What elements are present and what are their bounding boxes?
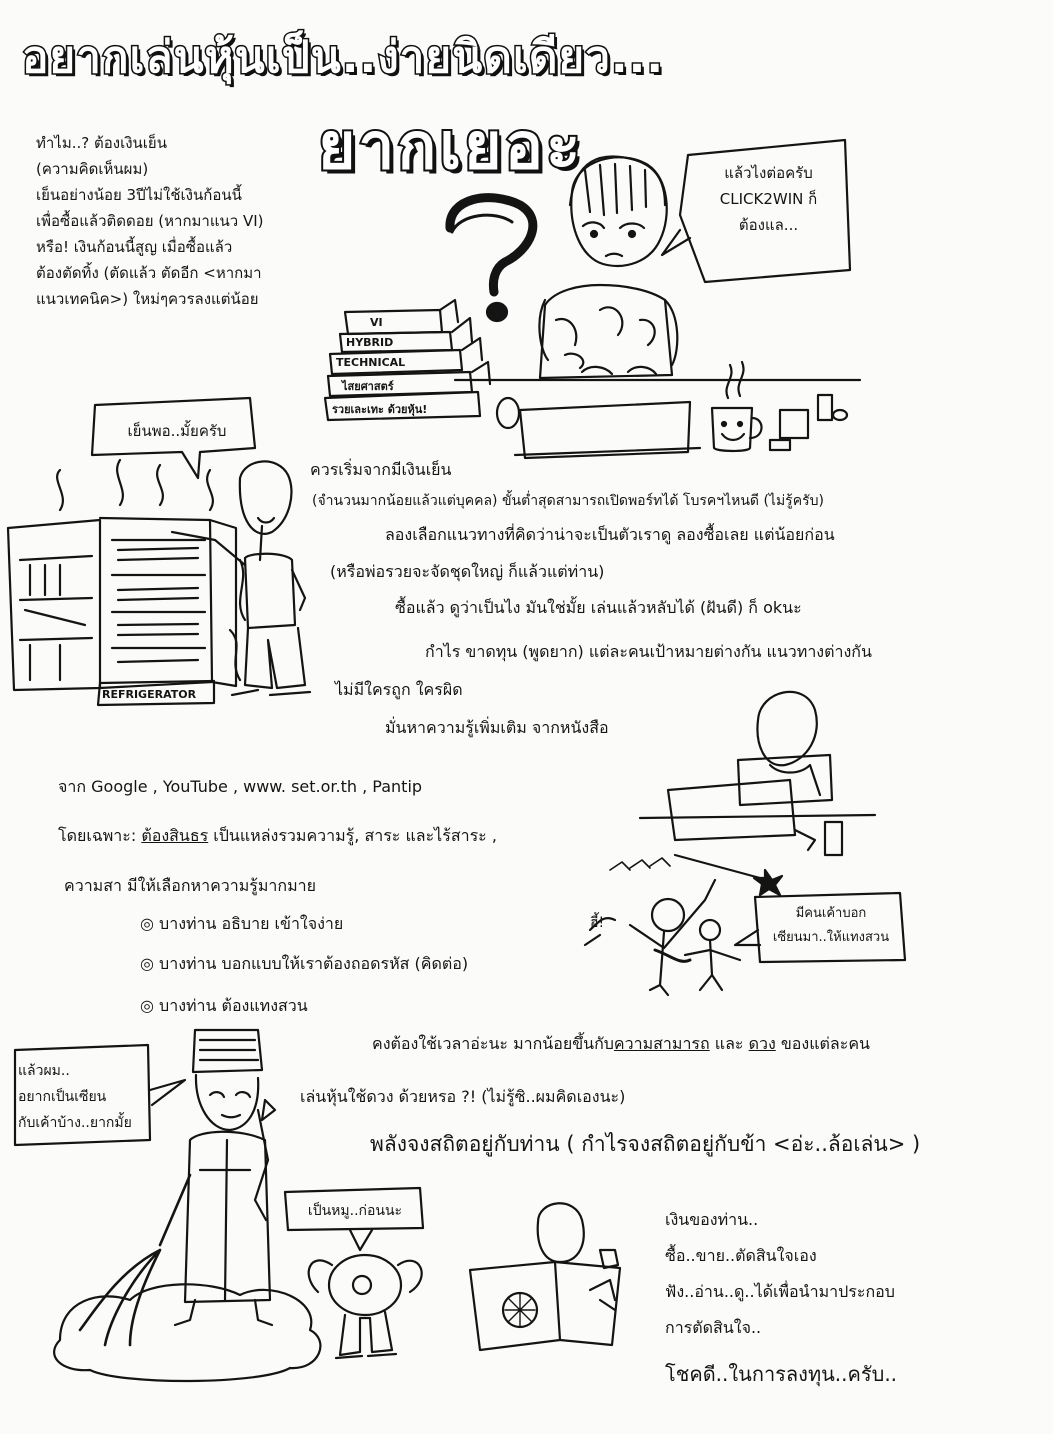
bubble-line: ต้องแล... (738, 216, 799, 234)
book-label-occult: ไสยศาสตร์ (342, 380, 394, 393)
bubble-line: เซียนมา..ให้แทงสวน (772, 930, 890, 945)
newspaper-reader (470, 1203, 620, 1350)
main-text-line: ควรเริ่มจากมีเงินเย็น (310, 460, 452, 479)
main-text-line: มั่นหาความรู้เพิ่มเติม จากหนังสือ (385, 718, 609, 737)
intro-line: เพื่อซื้อแล้วติดดอย (หากมาแนว VI) (36, 212, 264, 230)
closing-line: การตัดสินใจ.. (665, 1318, 762, 1337)
elephant-character (309, 1255, 422, 1358)
bubble-line: แล้วผม.. (18, 1063, 70, 1079)
mouse (497, 398, 519, 428)
bullet-item: ◎ บางท่าน อธิบาย เข้าใจง่าย (140, 914, 344, 933)
fridge-bubble-text: เย็นพอ..มั้ยครับ (127, 422, 227, 440)
main-text-line: (หรือพ่อรวยจะจัดชุดใหญ่ ก็แล้วแต่ท่าน) (330, 562, 605, 581)
main-text-line: (จำนวนมากน้อยแล้วแต่บุคคล) ขั้นต่ำสุดสามารถเปิดพอร์ทได้ โบรคฯไหนดี (ไม่รู้ครับ) (312, 493, 824, 509)
force-line: พลังจงสถิตอยู่กับท่าน ( กำไรจงสถิตอยู่กับข้า <อ่ะ..ล้อเล่น> ) (370, 1132, 921, 1156)
bullet-item: ◎ บางท่าน บอกแบบให้เราต้องถอดรหัส (คิดต่อ) (140, 954, 469, 973)
intro-note (36, 130, 264, 312)
main-text-line: ซื้อแล้ว ดูว่าเป็นไง มันใช่มั้ย เล่นแล้วหลับได้ (ฝันดี) ก็ okนะ (395, 598, 802, 617)
intro-line: เย็นอย่างน้อย 3ปีไม่ใช้เงินก้อนนี้ (36, 186, 242, 204)
bubble-line: อยากเป็นเซียน (18, 1089, 107, 1105)
closing-note (665, 1202, 897, 1392)
question-mark (470, 168, 471, 169)
book-label-hybrid: HYBRID (346, 336, 394, 349)
main-text-line: กำไร ขาดทุน (พูดยาก) แต่ละคนเป้าหมายต่างกัน แนวทางต่างกัน (425, 642, 872, 661)
sound-effect: ฮี้! (590, 915, 605, 931)
lower-text-part: คงต้องใช้เวลาอ่ะนะ มากน้อยขึ้นกับ (372, 1034, 614, 1053)
lower-text-line: เล่นหุ้นใช้ดวง ด้วยหรอ ?! (ไม่รู้ซิ..ผมคิดเองนะ) (300, 1087, 626, 1106)
pantip-line (58, 824, 497, 849)
top-right-bubble-text (696, 160, 841, 238)
intro-line: ทำไม..? ต้องเงินเย็น (36, 134, 167, 152)
lower-text-part: ของแต่ละคน (775, 1034, 870, 1053)
page-title: อยากเล่นหุ้นเป็น..ง่ายนิดเดียว... (22, 32, 665, 83)
refrigerator (8, 460, 245, 705)
laptop (515, 402, 700, 458)
lower-text-ability: ความสามารถ (613, 1034, 710, 1053)
laptop-user (640, 692, 875, 855)
question-mark-doodle (450, 198, 533, 321)
pantip-room: ต้องสินธร (141, 826, 209, 845)
mid-right-bubble-text (760, 902, 902, 950)
intro-line: ต้องตัดทิ้ง (ตัดแล้ว ตัดอีก <หากมา (36, 264, 262, 282)
coffee-mug (712, 362, 762, 451)
main-text-line: ลองเลือกแนวทางที่คิดว่าน่าจะเป็นตัวเราดู ลองซื้อเลย แต่น้อยก่อน (385, 525, 835, 544)
book-label-technical: TECHNICAL (336, 356, 406, 369)
bullet-item: ◎ บางท่าน ต้องแทงสวน (140, 996, 308, 1015)
closing-line: เงินของท่าน.. (665, 1210, 759, 1229)
closing-line: ซื้อ..ขาย..ตัดสินใจเอง (665, 1246, 817, 1265)
lower-text-line (372, 1032, 870, 1057)
main-text-line: ไม่มีใครถูก ใครผิด (335, 680, 463, 699)
pantip-suffix: เป็นแหล่งรวมความรู้, สาระ และไร้สาระ , (208, 826, 497, 845)
book-label-vi: VI (370, 316, 383, 329)
closing-line: โชคดี..ในการลงทุน..ครับ.. (665, 1362, 898, 1386)
intro-line: แนวเทคนิค>) ใหม่ๆควรลงแต่น้อย (36, 290, 259, 308)
bottles (770, 395, 832, 450)
bubble-line: CLICK2WIN ก็ (719, 190, 818, 208)
bubble-line: กับเค้าบ้าง..ยากมั้ย (18, 1115, 132, 1131)
bubble-line: แล้วไงต่อครับ (724, 164, 813, 182)
bubble-line: มีคนเค้าบอก (795, 906, 867, 921)
lower-text-luck: ดวง (748, 1034, 776, 1053)
lower-text-part: และ (709, 1034, 749, 1053)
stick-figures (585, 855, 782, 995)
elephant-bubble-text: เป็นหมู..ก่อนนะ (307, 1203, 403, 1219)
intro-line: หรือ! เงินก้อนนี้สูญ เมื่อซื้อแล้ว (36, 238, 233, 256)
main-text-line: ความสา มีให้เลือกหาความรู้มากมาย (64, 876, 316, 895)
page-subtitle: ยากเยอะ (318, 110, 584, 184)
pantip-prefix: โดยเฉพาะ: (58, 826, 142, 845)
fridge-label: REFRIGERATOR (102, 688, 197, 701)
master-bubble-text (18, 1058, 150, 1136)
closing-line: ฟัง..อ่าน..ดู..ได้เพื่อนำมาประกอบ (665, 1282, 895, 1301)
book-label-rich: รวยเละเทะ ด้วยหุ้น! (332, 403, 428, 416)
intro-line: (ความคิดเห็นผม) (36, 160, 149, 178)
sources-line: จาก Google , YouTube , www. set.or.th , Pantip (58, 777, 423, 796)
